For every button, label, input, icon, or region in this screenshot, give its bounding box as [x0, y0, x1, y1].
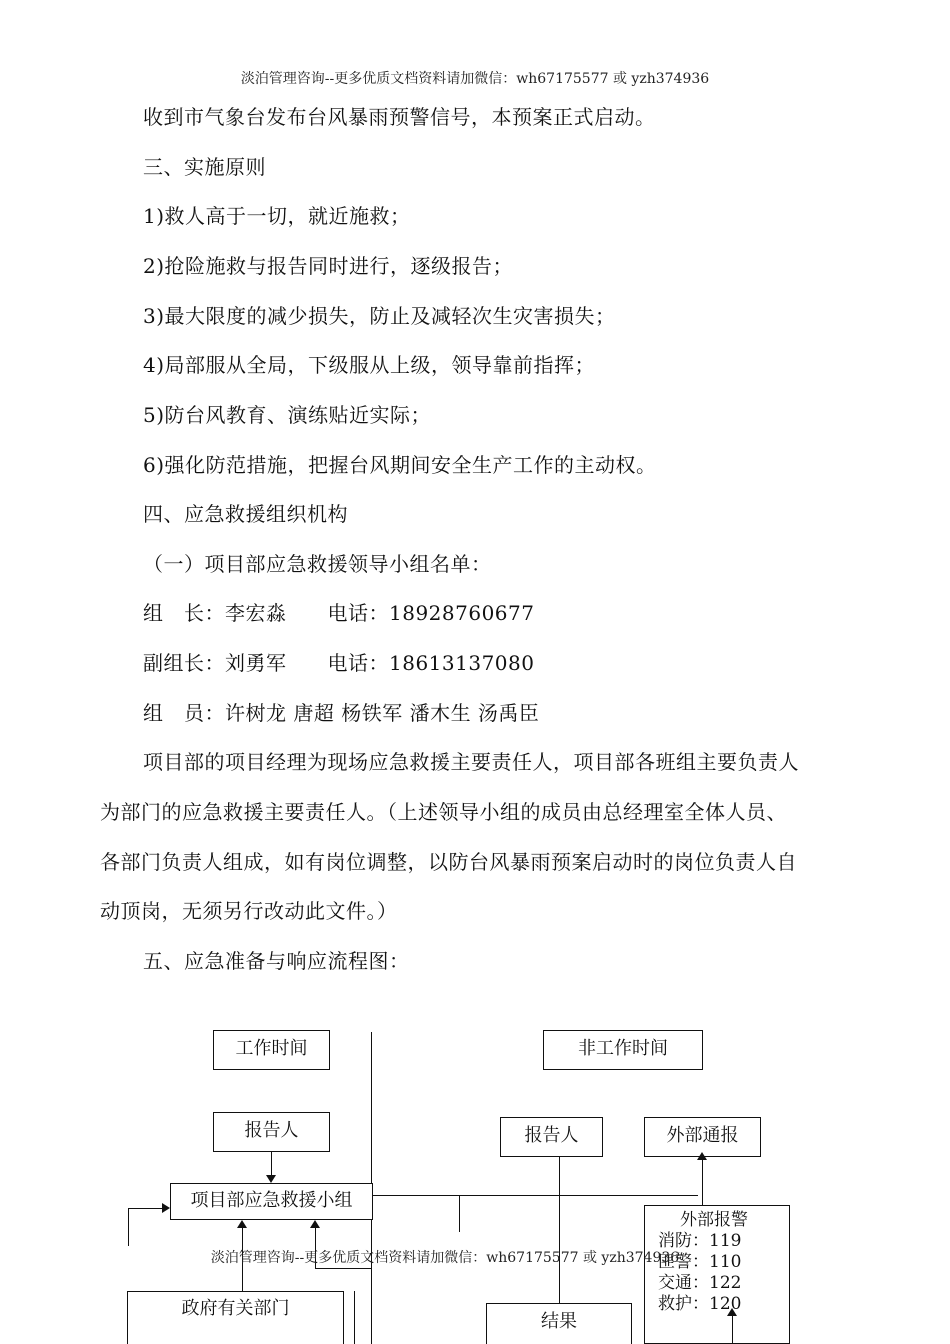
- leader-line: 组 长：李宏淼 电话：18928760677: [143, 601, 535, 625]
- section-heading: 五、应急准备与响应流程图：: [143, 949, 410, 973]
- traffic-number: 交通：122: [658, 1273, 742, 1293]
- arrow-up-icon: [237, 1220, 247, 1228]
- connector-line: [128, 1208, 163, 1209]
- non-work-time-box: 非工作时间: [543, 1030, 703, 1070]
- members-line: 组 员：许树龙 唐超 杨铁军 潘木生 汤禹臣: [143, 701, 540, 725]
- list-item: 5)防台风教育、演练贴近实际；: [143, 403, 432, 427]
- list-item: 2)抢险施救与报告同时进行，逐级报告；: [143, 254, 514, 278]
- section-heading: 三、实施原则: [143, 155, 266, 179]
- list-item: 3)最大限度的减少损失，防止及减轻次生灾害损失；: [143, 304, 616, 328]
- connector-line: [315, 1268, 371, 1269]
- rescue-team-box: 项目部应急救援小组: [170, 1183, 373, 1220]
- connector-line: [702, 1160, 703, 1205]
- result-box: 结果: [486, 1303, 632, 1344]
- external-notice-box: 外部通报: [644, 1117, 761, 1157]
- list-item: 4)局部服从全局，下级服从上级，领导靠前指挥；: [143, 353, 596, 377]
- header-watermark-bottom: 淡泊管理咨询--更多优质文档资料请加微信：wh67175577 或 yzh374936: [210, 1250, 680, 1266]
- connector-line: [373, 1195, 698, 1196]
- connector-line: [459, 1195, 460, 1232]
- government-box: 政府有关部门: [127, 1291, 344, 1344]
- deputy-leader-line: 副组长：刘勇军 电话：18613137080: [143, 651, 535, 675]
- paragraph-line: 项目部的项目经理为现场应急救援主要责任人，项目部各班组主要负责人: [143, 750, 799, 774]
- work-time-box: 工作时间: [213, 1030, 330, 1070]
- fire-number: 消防：119: [658, 1231, 742, 1251]
- external-alarm-box: [644, 1205, 790, 1344]
- connector-line: [354, 1291, 355, 1344]
- arrow-up-icon: [310, 1220, 320, 1228]
- subsection-heading: （一）项目部应急救援领导小组名单：: [143, 552, 492, 576]
- paragraph-line: 收到市气象台发布台风暴雨预警信号，本预案正式启动。: [143, 105, 656, 129]
- arrow-up-icon: [697, 1152, 707, 1160]
- connector-line: [732, 1315, 733, 1344]
- paragraph-line: 各部门负责人组成，如有岗位调整，以防台风暴雨预案启动时的岗位负责人自: [100, 850, 797, 874]
- police-number: 匪警：110: [658, 1252, 742, 1272]
- header-watermark-top: 淡泊管理咨询--更多优质文档资料请加微信：wh67175577 或 yzh374936: [240, 71, 710, 87]
- external-alarm-title: 外部报警: [680, 1210, 748, 1230]
- connector-line: [271, 1152, 272, 1176]
- ambulance-number: 救护：120: [658, 1294, 742, 1314]
- paragraph-line: 动顶岗，无须另行改动此文件。）: [100, 899, 398, 923]
- list-item: 6)强化防范措施，把握台风期间安全生产工作的主动权。: [143, 453, 657, 477]
- arrow-right-icon: [162, 1203, 170, 1213]
- arrow-down-icon: [266, 1175, 276, 1183]
- arrow-up-icon: [727, 1308, 737, 1316]
- reporter-right-box: 报告人: [500, 1117, 603, 1157]
- connector-line: [128, 1208, 129, 1246]
- reporter-left-box: 报告人: [213, 1112, 330, 1152]
- list-item: 1)救人高于一切，就近施救；: [143, 204, 411, 228]
- section-heading: 四、应急救援组织机构: [143, 502, 348, 526]
- paragraph-line: 为部门的应急救援主要责任人。（上述领导小组的成员由总经理室全体人员、: [100, 800, 787, 824]
